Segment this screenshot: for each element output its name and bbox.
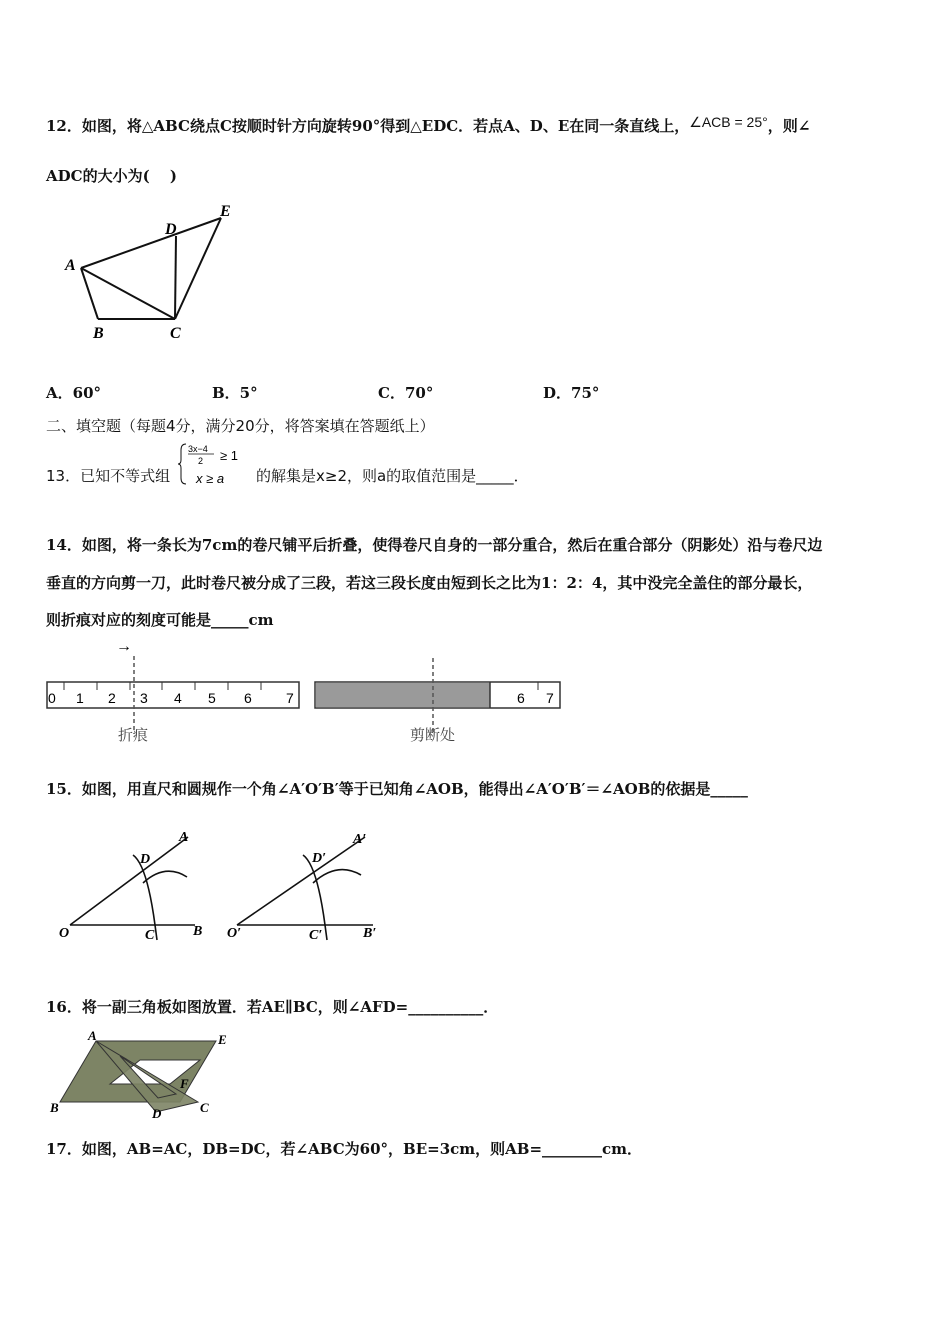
q14-line1: 14．如图，将一条长为7cm的卷尺铺平后折叠，使得卷尺自身的一部分重合，然后在重合部分（阴影处）沿与卷尺边 — [46, 536, 823, 554]
q12-line1 — [46, 116, 810, 136]
q13-top-denominator: 2 — [198, 456, 204, 466]
label-fold: 折痕 — [118, 727, 149, 744]
q13-bottom: x ≥ a — [196, 471, 225, 486]
ruler1-tick-5: 5 — [208, 690, 216, 706]
q12-text-end: ，则∠ — [767, 117, 811, 135]
q13-inequality-system — [178, 440, 258, 488]
fig1-label-d: D — [140, 852, 151, 867]
fig1-label-b: B — [193, 924, 203, 939]
q16-figure — [48, 1028, 238, 1123]
q14-line3: 则折痕对应的刻度可能是_____cm — [46, 611, 274, 629]
fig2-label-b: B′ — [363, 926, 377, 941]
q12-label-c: C — [170, 325, 181, 342]
q16-label-d: D — [152, 1106, 162, 1121]
q12-option-d[interactable]: D．75° — [543, 384, 600, 402]
q12-label-e: E — [220, 203, 231, 220]
fig2-label-o: O′ — [227, 926, 242, 941]
q16-label-f: F — [180, 1076, 189, 1091]
q14-line2: 垂直的方向剪一刀，此时卷尺被分成了三段，若这三段长度由短到长之比为1：2：4，其中没完全盖住的部分最长， — [46, 574, 813, 592]
fig2-label-c: C′ — [309, 928, 323, 943]
q12-label-b: B — [93, 325, 104, 342]
ruler-2-shaded — [316, 683, 490, 707]
ruler1-tick-1: 1 — [76, 690, 84, 706]
set-square-1 — [60, 1041, 216, 1102]
ruler1-tick-2: 2 — [108, 690, 116, 706]
label-cut: 剪断处 — [410, 727, 456, 744]
q15-figure — [55, 825, 405, 950]
ruler1-tick-6: 6 — [244, 690, 252, 706]
ruler1-tick-4: 4 — [174, 690, 182, 706]
q16-label-a: A — [88, 1028, 97, 1043]
ruler2-tick-6: 6 — [517, 690, 525, 706]
fig1-label-o: O — [59, 926, 70, 941]
ruler1-tick-0: 0 — [48, 690, 56, 706]
ruler1-tick-3: 3 — [140, 690, 148, 706]
q13-top-relation: ≥ 1 — [220, 448, 238, 463]
fig1-label-a: A — [179, 830, 189, 845]
q17-line1: 17．如图，AB=AC，DB=DC，若∠ABC为60°，BE=3cm，则AB=________cm． — [46, 1140, 643, 1158]
q14-figure — [40, 636, 580, 751]
fig1-label-c: C — [145, 928, 155, 943]
q12-option-b[interactable]: B．5° — [212, 384, 258, 402]
q16-label-e: E — [218, 1032, 227, 1047]
q12-figure — [55, 198, 255, 348]
ruler2-tick-7: 7 — [546, 690, 554, 706]
fig2-label-a: A′ — [353, 832, 367, 847]
q16-label-b: B — [50, 1100, 59, 1115]
section-title: 二、填空题（每题4分，满分20分，将答案填在答题纸上） — [46, 417, 435, 435]
fold-arrow: → — [116, 638, 132, 655]
q16-line1: 16．将一副三角板如图放置．若AE∥BC，则∠AFD=__________． — [46, 998, 499, 1016]
q12-option-c[interactable]: C．70° — [378, 384, 434, 402]
q15-line1: 15．如图，用直尺和圆规作一个角∠A′O′B′等于已知角∠AOB，能得出∠A′O′B′＝∠AOB的依据是_____ — [46, 780, 748, 798]
fig2-label-d: D′ — [312, 851, 327, 866]
q12-label-d: D — [165, 221, 177, 238]
q13-top-numerator: 3x−4 — [188, 444, 208, 454]
q12-line2: ADC的大小为( ) — [46, 167, 178, 185]
q12-label-a: A — [65, 257, 76, 274]
q13-prefix: 13．已知不等式组 — [46, 467, 171, 485]
q16-label-c: C — [200, 1100, 209, 1115]
q12-formula: ∠ACB = 25° — [689, 114, 768, 130]
ruler1-tick-7: 7 — [286, 690, 294, 706]
q12-option-a[interactable]: A．60° — [46, 384, 102, 402]
q12-text: 12．如图，将△ABC绕点C按顺时针方向旋转90°得到△EDC．若点A、D、E在同一条直线上， — [46, 117, 690, 135]
q13-suffix: 的解集是x≥2，则a的取值范围是_____． — [256, 467, 529, 485]
